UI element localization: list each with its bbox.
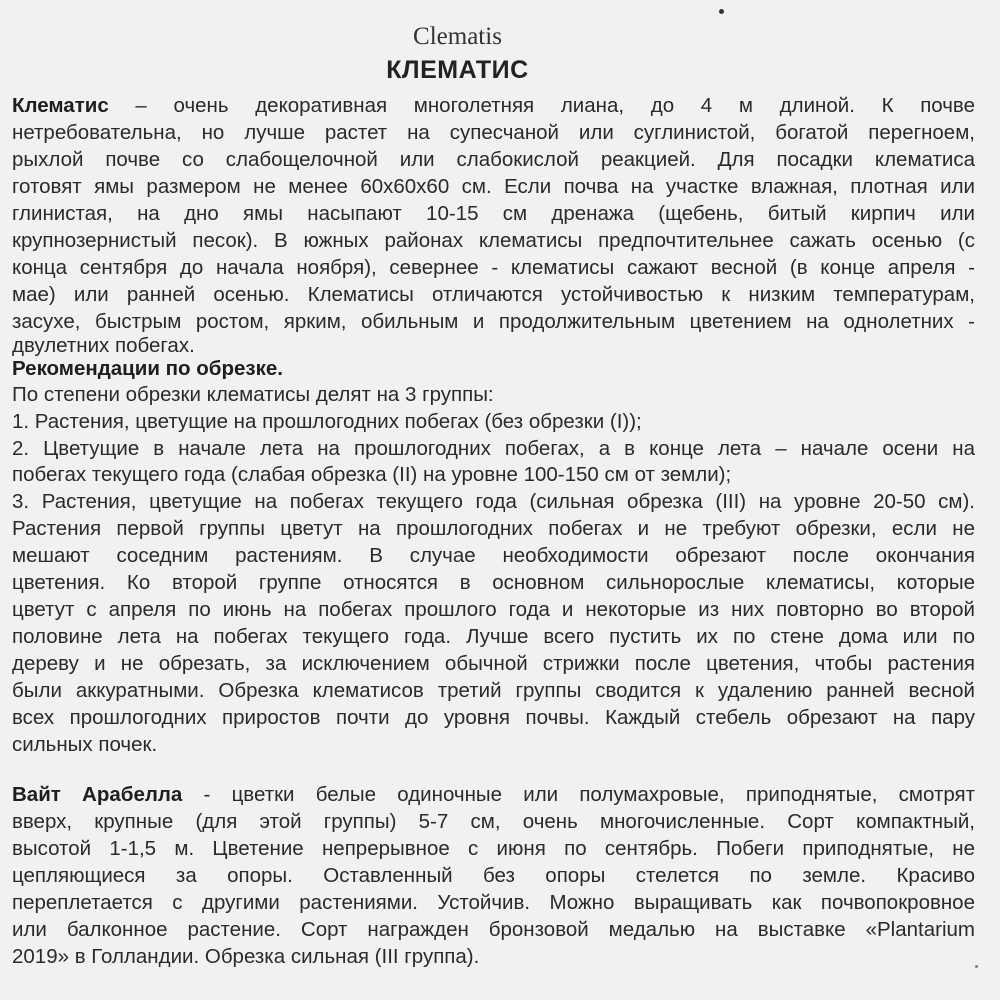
ink-speck — [975, 965, 978, 968]
intro-term: Клематис — [12, 94, 109, 117]
intro-line: засухе, быстрым ростом, ярким, обильным и продолжительным цветением на однолетних - — [12, 310, 975, 333]
variety-line: 2019» в Голландии. Обрезка сильная (III группа). — [12, 945, 480, 968]
pruning-line: 1. Растения, цветущие на прошлогодних побегах (без обрезки (I)); — [12, 410, 642, 433]
intro-line: готовят ямы размером не менее 60x60x60 см. Если почва на участке влажная, плотная или — [12, 175, 975, 198]
pruning-line: цветут с апреля по июнь на побегах прошлого года и некоторые из них повторно во второй — [12, 598, 975, 621]
pruning-line: половине лета на побегах текущего года. Лучше всего пустить их по стене дома или по — [12, 625, 975, 648]
intro-line: конца сентября до начала ноября), севернее - клематисы сажают весной (в конце апреля - — [12, 256, 975, 279]
intro-line: двулетних побегах. — [12, 334, 195, 357]
intro-line: рыхлой почве со слабощелочной или слабокислой реакцией. Для посадки клематиса — [12, 148, 975, 171]
page-title: КЛЕМАТИС — [386, 56, 529, 84]
variety-line-text: - цветки белые одиночные или полумахровые, приподнятые, смотрят — [182, 783, 975, 806]
pruning-line: побегах текущего года (слабая обрезка (II) на уровне 100-150 см от земли); — [12, 463, 732, 486]
intro-line: нетребовательна, но лучше растет на супесчаной или суглинистой, богатой перегноем, — [12, 121, 975, 144]
pruning-line: цветения. Ко второй группе относятся в основном сильнорослые клематисы, которые — [12, 571, 975, 594]
variety-line — [12, 781, 975, 808]
intro-line-text: – очень декоративная многолетняя лиана, до 4 м длиной. К почве — [108, 94, 975, 117]
latin-name: Clematis — [413, 23, 502, 50]
pruning-heading-text: Рекомендации по обрезке. — [12, 357, 283, 380]
pruning-line: мешают соседним растениям. В случае необходимости обрезают после окончания — [12, 544, 975, 567]
variety-name: Вайт Арабелла — [12, 783, 183, 806]
pruning-line: всех прошлогодних приростов почти до уровня почвы. Каждый стебель обрезают на пару — [12, 706, 975, 729]
intro-line — [12, 92, 975, 119]
pruning-line: сильных почек. — [12, 733, 158, 756]
pruning-line: дереву и не обрезать, за исключением обычной стрижки после цветения, чтобы растения — [12, 652, 975, 675]
intro-line: крупнозернистый песок). В южных районах клематисы предпочтительнее сажать осенью (с — [12, 229, 975, 252]
variety-line: или балконное растение. Сорт награжден бронзовой медалью на выставке «Plantarium — [12, 918, 975, 941]
ink-speck — [719, 9, 724, 14]
variety-line: высотой 1-1,5 м. Цветение непрерывное с июня по сентябрь. Побеги приподнятые, не — [12, 837, 975, 860]
intro-line: мае) или ранней осенью. Клематисы отличаются устойчивостью к низким температурам, — [12, 283, 975, 306]
pruning-line: Растения первой группы цветут на прошлогодних побегах и не требуют обрезки, если не — [12, 517, 975, 540]
pruning-line: 2. Цветущие в начале лета на прошлогодних побегах, а в конце лета – начале осени на — [12, 437, 975, 460]
pruning-line: По степени обрезки клематисы делят на 3 группы: — [12, 383, 494, 406]
pruning-line: были аккуратными. Обрезка клематисов третий группы сводится к удалению ранней весной — [12, 679, 975, 702]
variety-line: вверх, крупные (для этой группы) 5-7 см, очень многочисленные. Сорт компактный, — [12, 810, 975, 833]
intro-line: глинистая, на дно ямы насыпают 10-15 см дренажа (щебень, битый кирпич или — [12, 202, 975, 225]
pruning-line: 3. Растения, цветущие на побегах текущего года (сильная обрезка (III) на уровне 20-50 см). — [12, 490, 975, 513]
variety-line: переплетается с другими растениями. Устойчив. Можно выращивать как почвопокровное — [12, 891, 975, 914]
pruning-heading — [12, 355, 975, 382]
variety-line: цепляющиеся за опоры. Оставленный без опоры стелется по земле. Красиво — [12, 864, 975, 887]
